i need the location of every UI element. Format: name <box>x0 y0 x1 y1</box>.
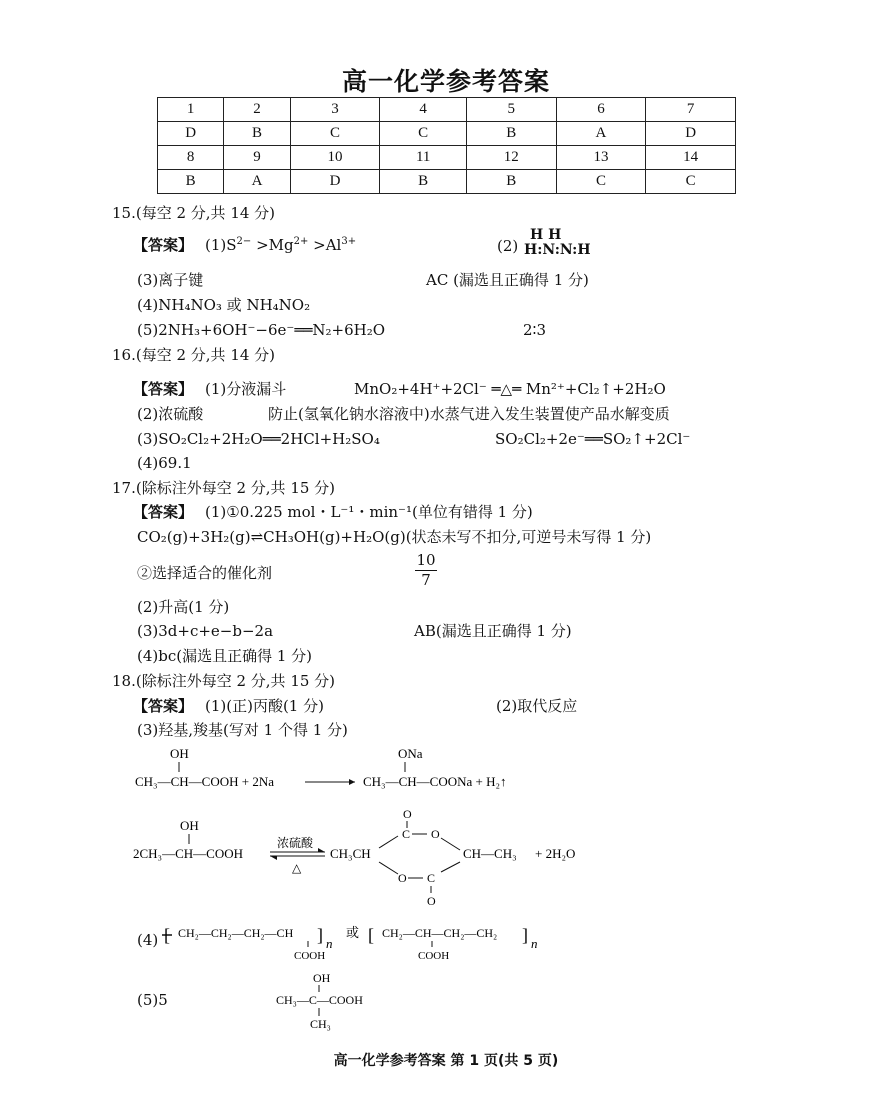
question-number-cell: 1 <box>158 98 224 122</box>
answer-cell: D <box>158 122 224 146</box>
q18-part5-structure <box>270 968 390 1032</box>
q17-part4: (4)bc(漏选且正确得 1 分) <box>137 647 313 665</box>
q15-part1: $(1)S^{2-} >Mg^{2+} >Al^{3+}$ <box>205 236 357 254</box>
answer-cell: C <box>646 170 736 194</box>
rxn1-oh: OH <box>170 746 189 761</box>
table-row <box>158 146 736 170</box>
q15-part5: (5)2NH₃+6OH⁻−6e⁻══N₂+6H₂O <box>137 321 386 339</box>
answer-cell: A <box>556 122 646 146</box>
answer-cell: B <box>380 170 467 194</box>
q17-part3: (3)3d+c+e−b−2a <box>137 622 274 640</box>
q16-part4: (4)69.1 <box>137 454 192 472</box>
rxn1-rhs: CH₃—CH—COONa + H₂↑ <box>363 774 507 789</box>
q18-part4-prefix: (4) <box>137 931 159 949</box>
rxn2-ring-o1: O <box>403 807 412 821</box>
polymer-2-n: n <box>531 936 538 951</box>
answer-cell: C <box>556 170 646 194</box>
rxn2-ring-o4: O <box>427 894 436 908</box>
q16-part3b: SO₂Cl₂+2e⁻══SO₂↑+2Cl⁻ <box>495 430 691 448</box>
rxn1-arrowhead <box>349 779 355 785</box>
q15-answer-tag: 【答案】 <box>133 236 194 254</box>
q17-part3b: AB(漏选且正确得 1 分) <box>414 622 572 640</box>
q17-fraction: 10 7 <box>416 551 436 589</box>
rxn2-ring-c1: C <box>402 827 411 841</box>
polymers <box>160 915 560 965</box>
table-row <box>158 170 736 194</box>
rxn2-water: + 2H₂O <box>535 846 576 861</box>
answer-cell: A <box>224 170 290 194</box>
answer-table <box>157 97 736 194</box>
p5-ch3: CH₃ <box>310 1017 331 1031</box>
q16-header: 16.(每空 2 分,共 14 分) <box>112 346 276 364</box>
q16-part1b: MnO₂+4H⁺+2Cl⁻ ═△═ Mn²⁺+Cl₂↑+2H₂O <box>354 380 666 398</box>
answer-cell: B <box>466 122 556 146</box>
question-number-cell: 14 <box>646 146 736 170</box>
q16-part2b: 防止(氢氧化钠水溶液中)水蒸气进入发生装置使产品水解变质 <box>268 405 670 423</box>
polymer-1-substituent: COOH <box>294 950 326 962</box>
rxn1-ona: ONa <box>398 746 423 761</box>
reaction-2 <box>130 800 610 910</box>
q18-part3: (3)羟基,羧基(写对 1 个得 1 分) <box>137 721 348 739</box>
rxn2-ring-c2: C <box>427 871 436 885</box>
answer-cell: C <box>290 122 380 146</box>
question-number-cell: 4 <box>380 98 467 122</box>
q18-answer-tag: 【答案】 <box>133 697 194 715</box>
answer-cell: C <box>380 122 467 146</box>
question-number-cell: 13 <box>556 146 646 170</box>
table-row <box>158 122 736 146</box>
question-number-cell: 5 <box>466 98 556 122</box>
q15-part2-prefix: (2) <box>497 237 519 255</box>
q17-equation: CO₂(g)+3H₂(g)⇌CH₃OH(g)+H₂O(g)(状态未写不扣分,可逆号未写得 1 分) <box>137 528 652 546</box>
q17-part1: (1)①0.225 mol・L⁻¹・min⁻¹(单位有错得 1 分) <box>205 503 533 521</box>
q17-part1-2: ②选择适合的催化剂 <box>137 564 273 582</box>
rxn1-lhs: CH₃—CH—COOH + 2Na <box>135 774 274 789</box>
q17-header: 17.(除标注外每空 2 分,共 15 分) <box>112 479 336 497</box>
q17-part2: (2)升高(1 分) <box>137 598 230 616</box>
question-number-cell: 10 <box>290 146 380 170</box>
svg-text:[: [ <box>368 925 374 945</box>
rxn2-reactant: 2CH₃—CH—COOH <box>133 846 243 861</box>
q16-part2: (2)浓硫酸 <box>137 405 204 423</box>
polymer-2-substituent: COOH <box>418 950 450 962</box>
q18-part2: (2)取代反应 <box>496 697 578 715</box>
q15-part3: (3)离子键 <box>137 271 204 289</box>
question-number-cell: 6 <box>556 98 646 122</box>
answer-cell: B <box>466 170 556 194</box>
question-number-cell: 9 <box>224 146 290 170</box>
question-number-cell: 7 <box>646 98 736 122</box>
rxn2-ring-o3: O <box>398 871 407 885</box>
q15-header: 15.(每空 2 分,共 14 分) <box>112 204 276 222</box>
polymer-1-chain: CH₂—CH₂—CH₂—CH <box>178 926 294 940</box>
q17-answer-tag: 【答案】 <box>133 503 194 521</box>
question-number-cell: 12 <box>466 146 556 170</box>
question-number-cell: 11 <box>380 146 467 170</box>
svg-text:]: ] <box>317 925 323 945</box>
page-footer: 高一化学参考答案 第 1 页(共 5 页) <box>333 1053 559 1069</box>
question-number-cell: 2 <box>224 98 290 122</box>
q18-part1: (1)(正)丙酸(1 分) <box>205 697 324 715</box>
rxn2-condition-bottom: △ <box>292 861 302 875</box>
q16-part3: (3)SO₂Cl₂+2H₂O══2HCl+H₂SO₄ <box>137 430 380 448</box>
answer-cell: D <box>290 170 380 194</box>
page-title: 高一化学参考答案 <box>341 67 550 96</box>
p5-oh: OH <box>313 971 331 985</box>
q18-part5: (5)5 <box>137 991 168 1009</box>
rxn2-ring-right: CH—CH₃ <box>463 846 517 861</box>
q18-header: 18.(除标注外每空 2 分,共 15 分) <box>112 672 336 690</box>
answer-cell: D <box>646 122 736 146</box>
answer-cell: B <box>224 122 290 146</box>
or-text: 或 <box>346 925 360 940</box>
svg-text:[: [ <box>164 925 170 945</box>
q15-part3b: AC (漏选且正确得 1 分) <box>426 271 589 289</box>
reaction-1 <box>130 740 550 800</box>
question-number-cell: 3 <box>290 98 380 122</box>
q15-part5b: 2∶3 <box>523 321 546 339</box>
svg-text:]: ] <box>522 925 528 945</box>
rxn2-ring-left: CH₃CH <box>330 846 371 861</box>
polymer-1-n: n <box>326 936 333 951</box>
rxn2-oh: OH <box>180 818 199 833</box>
q16-answer-tag: 【答案】 <box>133 380 194 398</box>
rxn2-ring-o2: O <box>431 827 440 841</box>
answer-cell: B <box>158 170 224 194</box>
question-number-cell: 8 <box>158 146 224 170</box>
table-row <box>158 98 736 122</box>
polymer-2-chain: CH₂—CH—CH₂—CH₂ <box>382 926 498 940</box>
hydrazine-structure: H H H:N:N:H <box>524 227 591 258</box>
q16-part1: (1)分液漏斗 <box>205 380 287 398</box>
p5-main: CH₃—C—COOH <box>276 993 363 1007</box>
q15-part4: (4)NH₄NO₃ 或 NH₄NO₂ <box>137 296 311 314</box>
rxn2-condition-top: 浓硫酸 <box>277 836 314 850</box>
